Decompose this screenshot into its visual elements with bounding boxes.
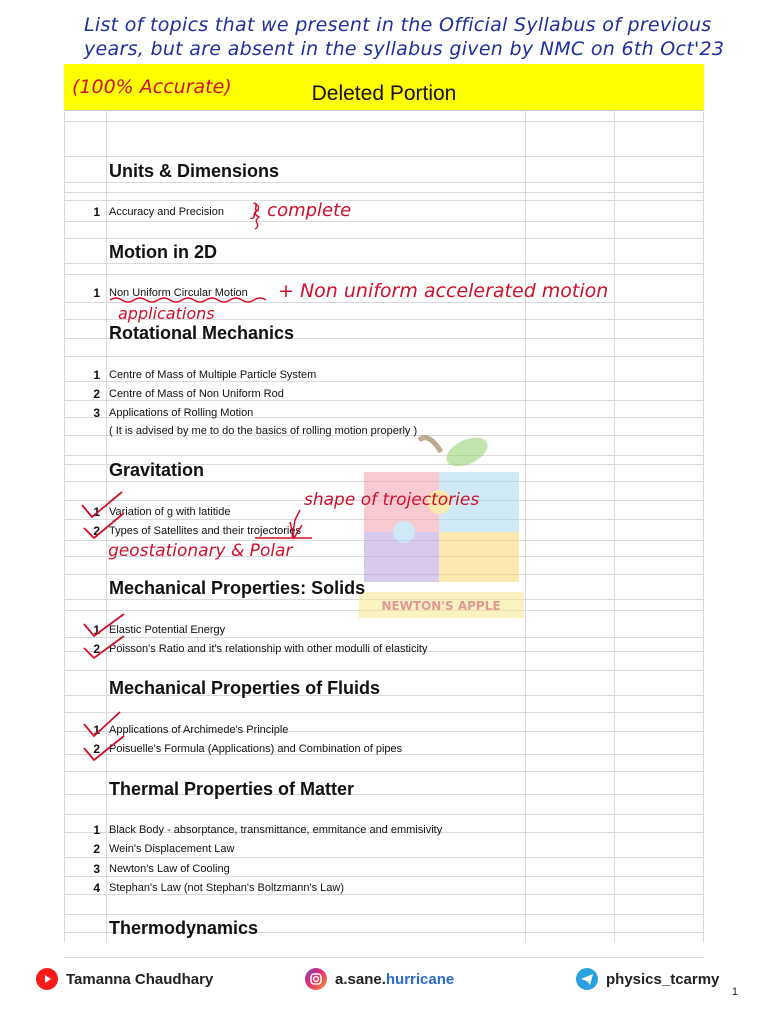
list-item: Accuracy and Precision [109,206,224,218]
youtube-name: Tamanna Chaudhary [66,970,214,988]
list-item: Wein's Displacement Law [109,843,235,855]
check-mark [82,492,122,517]
list-item: Elastic Potential Energy [109,624,226,636]
brace-mark [255,204,259,229]
list-item: Stephan's Law (not Stephan's Boltzmann's Law) [109,882,344,894]
row-number: 2 [93,742,100,756]
section-title: Mechanical Properties: Solids [109,578,366,598]
footer [0,960,768,1000]
section-title: Gravitation [109,460,205,480]
row-number: 2 [93,387,100,401]
row-number: 2 [93,524,100,538]
sheet-title: Deleted Portion [311,82,457,105]
telegram-credit[interactable] [576,968,719,990]
youtube-icon [36,968,58,990]
accuracy-note: (100% Accurate) [72,76,232,98]
section-title: Thermodynamics [109,918,259,938]
row-number: 4 [93,881,100,895]
list-item: Poisson's Ratio and it's relationship with other modulli of elasticity [109,643,428,655]
list-item: Variation of g with latitide [109,506,231,518]
section-title: Motion in 2D [109,242,217,262]
row-number: 3 [93,862,100,876]
annotation-complete: } complete [250,200,352,221]
row-number: 1 [93,723,100,737]
row-number: 3 [93,406,100,420]
handwritten-header-line1: List of topics that we present in the Official Syllabus of previous [84,14,712,36]
check-mark [84,636,124,658]
list-item: Applications of Rolling Motion [109,407,254,419]
annotation-shape: shape of trojectories [304,490,480,510]
wavy-underline [110,298,266,302]
section-title: Rotational Mechanics [109,323,295,343]
row-number: 1 [93,623,100,637]
section-title: Mechanical Properties of Fluids [109,678,381,698]
row-number: 1 [93,368,100,382]
list-item-note: ( It is advised by me to do the basics of rolling motion properly ) [109,425,418,437]
check-mark [84,513,124,538]
list-item: Non Uniform Circular Motion [109,287,248,299]
row-number: 2 [93,642,100,656]
list-item: Poisuelle's Formula (Applications) and Combination of pipes [109,743,403,755]
watermark-label: NEWTON'S APPLE [381,599,501,613]
list-item: Centre of Mass of Multiple Particle System [109,369,317,381]
section-title: Thermal Properties of Matter [109,779,355,799]
list-item: Newton's Law of Cooling [109,863,230,875]
check-mark [84,712,120,736]
annotation-applications: applications [118,304,215,323]
row-number: 1 [93,505,100,519]
row-number: 1 [93,286,100,300]
instagram-credit[interactable] [305,968,454,990]
instagram-suffix: hurricane [385,970,455,988]
row-number: 1 [93,823,100,837]
list-item: Black Body - absorptance, transmittance, emmitance and emmisivity [109,824,443,836]
list-item: Centre of Mass of Non Uniform Rod [109,388,284,400]
youtube-credit[interactable] [36,968,213,990]
row-number: 1 [93,205,100,219]
annotation-geo: geostationary & Polar [108,541,293,561]
handwritten-header-line2: years, but are absent in the syllabus given by NMC on 6th Oct'23 [84,38,725,60]
check-mark [84,614,124,636]
page-number: 1 [731,986,738,998]
telegram-icon [576,968,598,990]
list-item: Applications of Archimede's Principle [109,724,289,736]
section-title: Units & Dimensions [109,161,280,181]
check-mark [84,736,124,760]
instagram-prefix: a.sane. [335,970,386,988]
list-item: Types of Satellites and their trojectories [109,525,301,537]
annotation-nonuniform: + Non uniform accelerated motion [278,280,609,302]
telegram-name: physics_tcarmy [606,970,720,988]
instagram-icon [305,968,327,990]
row-number: 2 [93,842,100,856]
